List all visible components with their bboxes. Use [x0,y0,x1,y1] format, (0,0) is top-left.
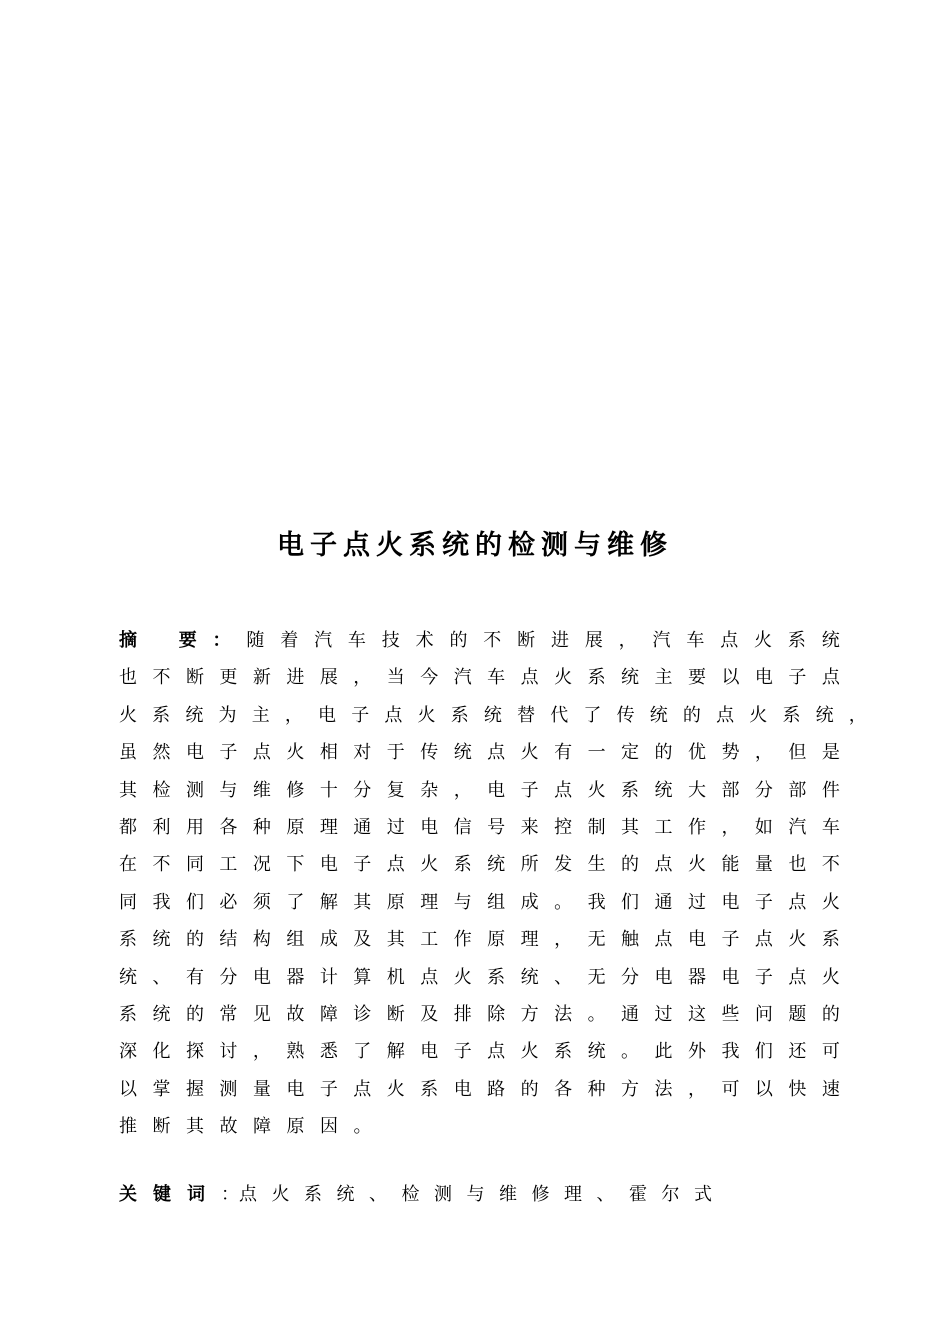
abstract-line-4: 虽 然 电 子 点 火 相 对 于 传 统 点 火 有 一 定 的 优 势 ， 但 是 [119,742,840,764]
page-title: 电子点火系统的检测与维修 [277,530,673,561]
abstract-line-12: 深 化 探 讨 ， 熟 悉 了 解 电 子 点 火 系 统 。 此 外 我 们 还 可 [119,1041,840,1063]
keywords-label: 关键词 [119,1184,221,1205]
abstract-line-14: 推断其故障原因。 [119,1116,387,1138]
abstract-line-5: 其 检 测 与 维 修 十 分 复 杂 ， 电 子 点 火 系 统 大 部 分 部 件 [119,779,840,801]
keywords-line [119,1176,839,1213]
abstract-line-6: 都 利 用 各 种 原 理 通 过 电 信 号 来 控 制 其 工 作 ， 如 汽 车 [119,816,840,838]
abstract-line-9: 系 统 的 结 构 组 成 及 其 工 作 原 理 ， 无 触 点 电 子 点 火 系 [119,929,840,951]
abstract-label-part-2: 要 [178,630,197,651]
abstract-line-11: 系 统 的 常 见 故 障 诊 断 及 排 除 方 法 。 通 过 这 些 问 题 的 [119,1003,840,1025]
keywords-separator: ： [221,1184,239,1205]
abstract-section [119,622,869,1145]
abstract-line-7: 在 不 同 工 况 下 电 子 点 火 系 统 所 发 生 的 点 火 能 量 也 不 [119,854,840,876]
abstract-line-13: 以 掌 握 测 量 电 子 点 火 系 电 路 的 各 种 方 法 ， 可 以 快 速 [119,1078,840,1100]
abstract-body [119,659,869,1145]
keywords-text: 点火系统、检测与维修理、霍尔式 [239,1184,727,1205]
abstract-line-1: 摘 要 ： 随 着 汽 车 技 术 的 不 断 进 展 ， 汽 车 点 火 系 统 [119,622,840,659]
abstract-line-3: 火 系 统 为 主 ， 电 子 点 火 系 统 替 代 了 传 统 的 点 火 系 统 ， [119,704,867,726]
abstract-label-part-1: 摘 [119,630,137,651]
abstract-line-8: 同 我 们 必 须 了 解 其 原 理 与 组 成 。 我 们 通 过 电 子 点 火 [119,891,840,913]
abstract-label-colon: ： [212,630,231,651]
abstract-line-10: 统 、 有 分 电 器 计 算 机 点 火 系 统 、 无 分 电 器 电 子 点 火 [119,966,840,988]
abstract-line-2: 也 不 断 更 新 进 展 ， 当 今 汽 车 点 火 系 统 主 要 以 电 子 点 [119,667,840,689]
